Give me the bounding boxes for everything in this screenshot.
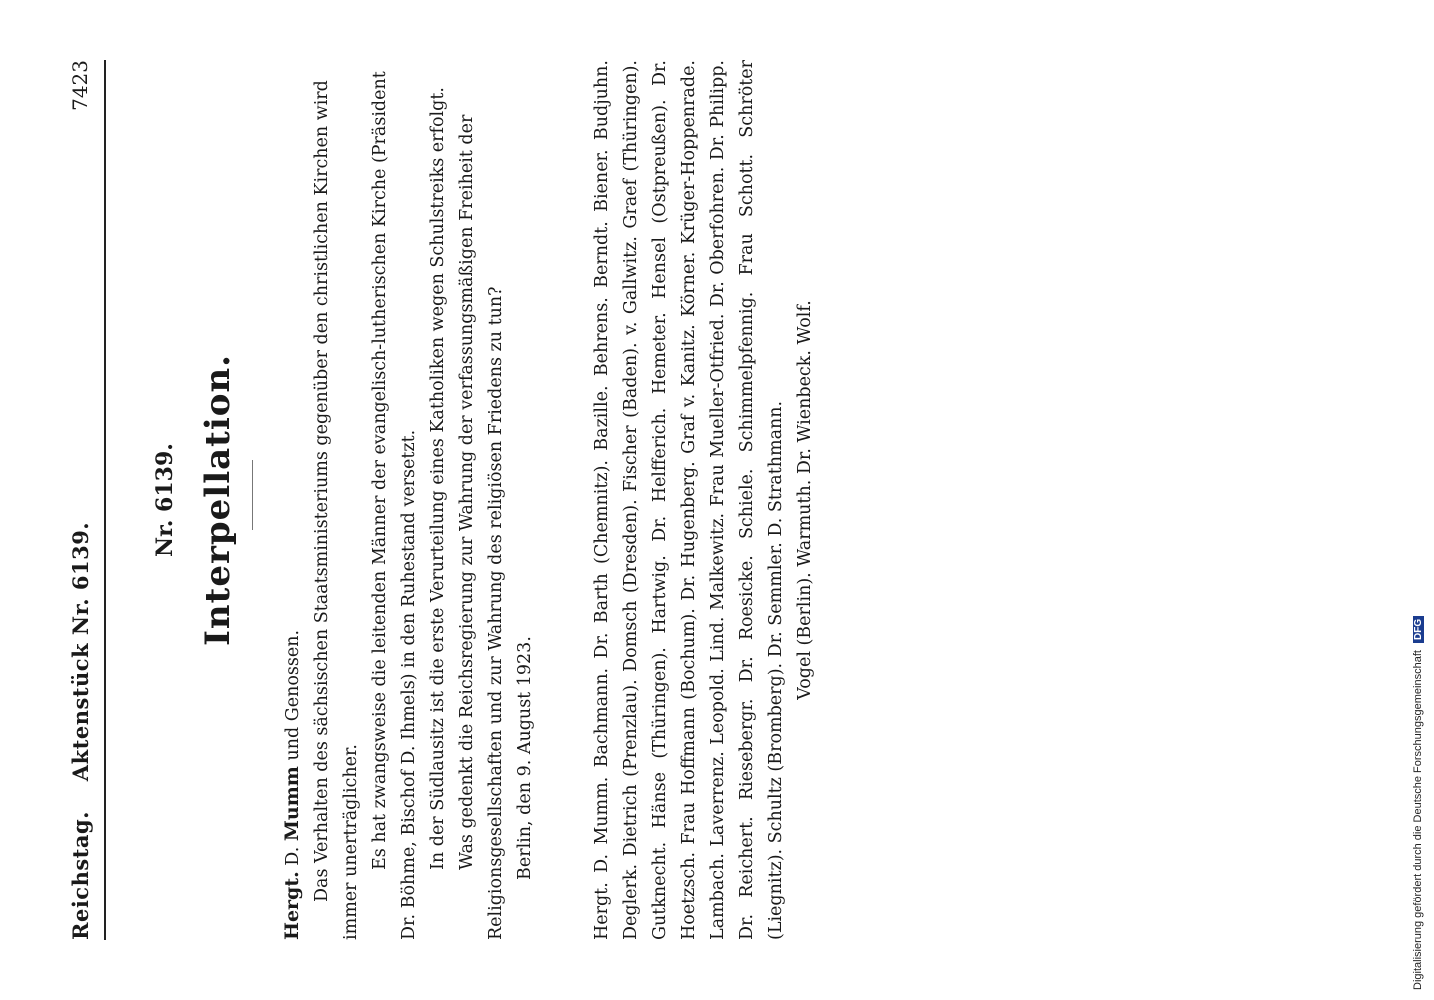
dfg-credit-text: Digitalisierung gefördert durch die Deutsche Forschungsgemeinschaft	[1412, 650, 1424, 990]
header-aktenstueck: Aktenstück Nr. 6139.	[68, 521, 93, 782]
author-suffix: und Genossen.	[283, 629, 303, 767]
document-number: Nr. 6139.	[152, 443, 178, 557]
header-title	[68, 500, 93, 940]
dfg-credit	[1412, 616, 1424, 990]
author-line	[278, 60, 308, 940]
dfg-logo: DFG	[1413, 616, 1424, 643]
signatories-last-line: Vogel (Berlin). Warmuth. Dr. Wienbeck. Wolf.	[795, 300, 815, 700]
interpellation-body	[278, 60, 511, 940]
signatories-list: Hergt. D. Mumm. Bachmann. Dr. Barth (Chemnitz). Bazille. Behrens. Berndt. Biener. Budjuhn. Deglerk. Dietrich (Prenzlau). Domsch (Dresden). Fischer (Baden). v. Gallwitz. Graef (Thüringen). Gutknecht. Hänse (Thüringen). Hartwig. Dr. Helfferich. Hemeter. Hensel (Ostpreußen). Dr. Hoetzsch. Frau Hoffmann (Bochum). Dr. Hugenberg. Graf v. Kanitz. Körner. Krüger-Hoppenrade. Lambach. Laverrenz. Leopold. Lind. Malkewitz. Frau Mueller-Otfried. Dr. Oberfohren. Dr. Philipp. Dr. Reichert. Riesebergr. Dr. Roesicke. Schiele. Schimmelpfennig. Frau Schott. Schröter (Liegnitz). Schultz (Bromberg). Dr. Semmler. D. Strathmann.	[592, 60, 786, 940]
paragraph-3: In der Südlausitz ist die erste Verurteilung eines Katholiken wegen Schulstreiks erfolgt.	[428, 87, 448, 870]
author-prefix: Hergt.	[281, 871, 303, 940]
paragraph-2: Es hat zwangsweise die leitenden Männer der evangelisch-lutherischen Kirche (Präsident Dr. Böhme, Bischof D. Ihmels) in den Ruhestand versetzt.	[370, 71, 419, 940]
page-header	[60, 60, 106, 940]
paragraph-4: Was gedenkt die Reichsregierung zur Wahrung der verfassungsmäßigen Freiheit der Religionsgesellschaften und zur Wahrung des religiösen Friedens zu tun?	[457, 114, 506, 940]
rotated-document-page	[60, 60, 815, 940]
document-title: Interpellation.	[198, 354, 238, 646]
date-line: Berlin, den 9. August 1923.	[515, 636, 535, 880]
title-divider	[252, 460, 253, 530]
author-name: Mumm	[281, 766, 303, 842]
header-reichstag: Reichstag.	[68, 811, 93, 940]
signatories	[588, 60, 820, 940]
paragraph-1: Das Verhalten des sächsischen Staatsministeriums gegenüber den christlichen Kirchen wird immer unerträglicher.	[312, 80, 361, 940]
author-middle: D.	[283, 841, 303, 872]
page-number: 7423	[68, 60, 92, 111]
